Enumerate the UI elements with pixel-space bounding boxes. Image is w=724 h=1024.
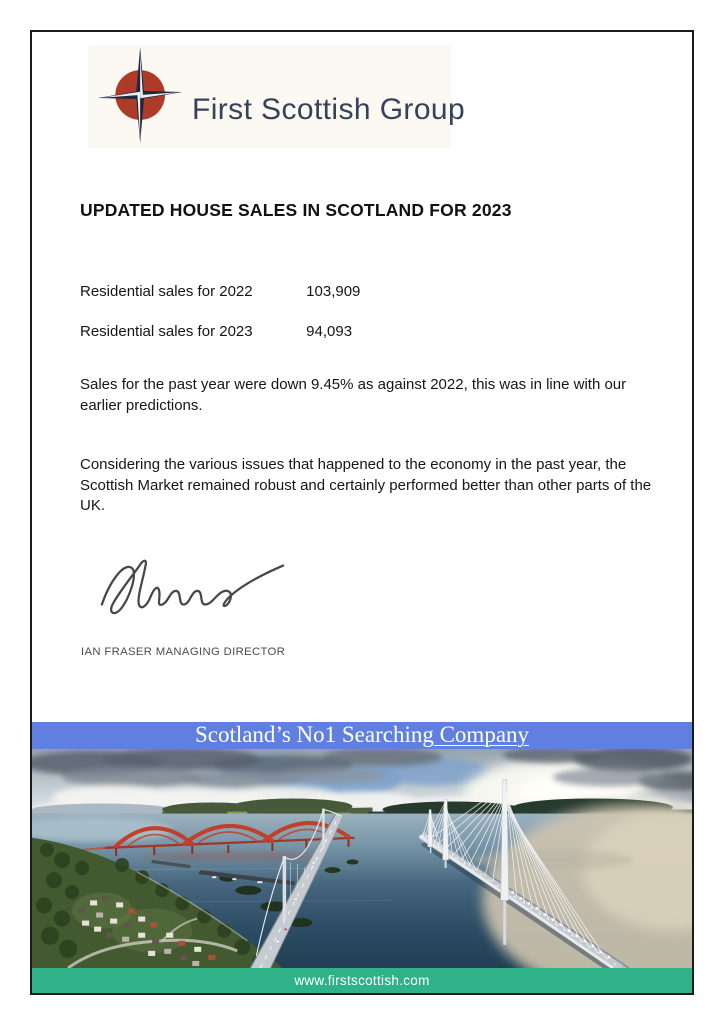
stat-label: Residential sales for 2022 xyxy=(80,283,253,300)
document-title: UPDATED HOUSE SALES IN SCOTLAND FOR 2023 xyxy=(80,200,512,220)
tagline-text-underlined: Company xyxy=(433,722,530,747)
forth-bridges-aerial-photo xyxy=(32,749,692,968)
handwritten-signature xyxy=(90,548,295,624)
footer-bar xyxy=(32,968,692,993)
stat-label: Residential sales for 2023 xyxy=(80,323,253,340)
document-page xyxy=(30,30,694,995)
signatory-line: IAN FRASER MANAGING DIRECTOR xyxy=(81,646,286,658)
stat-value: 103,909 xyxy=(306,283,361,300)
stat-row-2023 xyxy=(80,323,352,340)
paragraph: Sales for the past year were down 9.45% as against 2022, this was in line with our earlier predictions. xyxy=(80,376,627,414)
company-name: First Scottish Group xyxy=(192,93,466,126)
stat-value: 94,093 xyxy=(306,323,353,340)
footer-url: www.firstscottish.com xyxy=(294,973,430,988)
compass-rose-icon xyxy=(96,39,188,151)
tagline-text: Scotland’s No1 Searching xyxy=(194,722,434,747)
company-logo xyxy=(88,45,466,148)
paragraph: Considering the various issues that happened to the economy in the past year, the Scottish Market remained robust and certainly performed better than other parts of the UK. xyxy=(80,456,652,515)
tagline-banner xyxy=(32,722,692,749)
stat-row-2022 xyxy=(80,283,360,300)
